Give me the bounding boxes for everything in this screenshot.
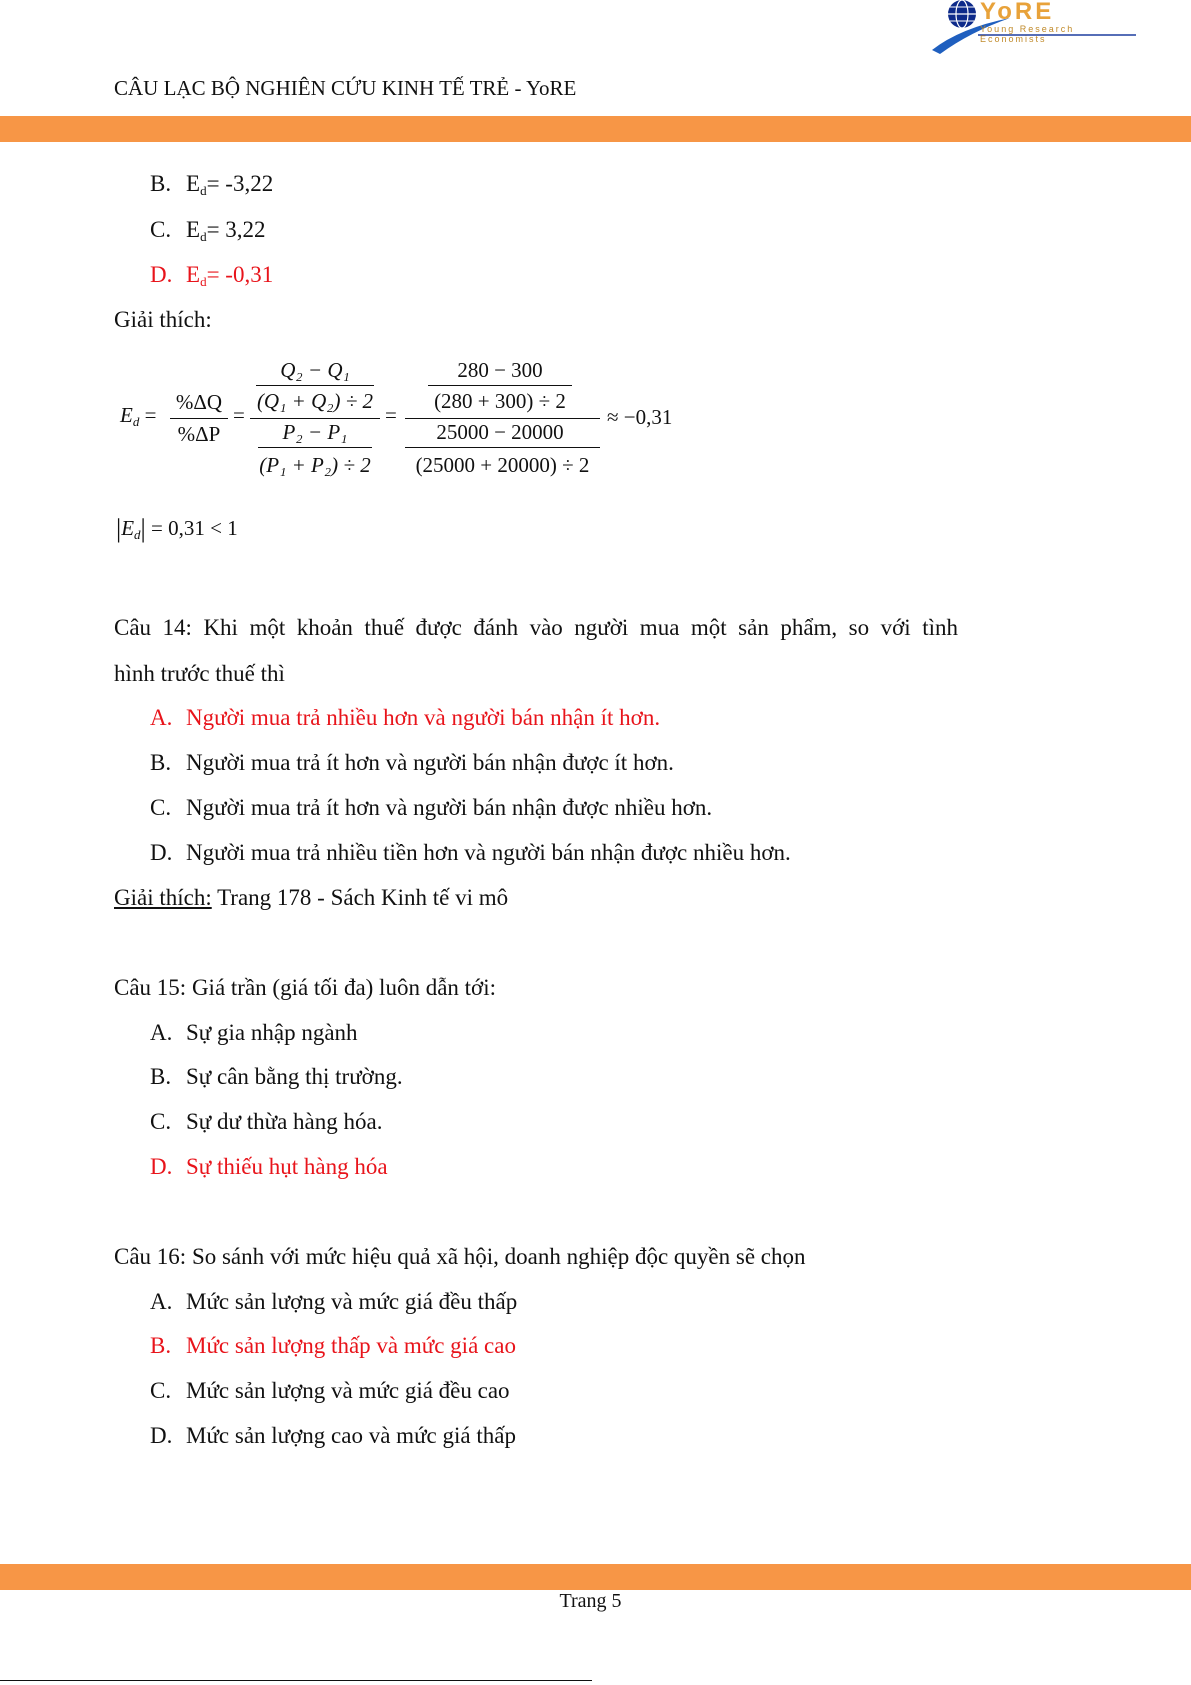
q14-stem-line1: Câu 14: Khi một khoản thuế được đánh vào người mua một sản phẩm, so với tình — [114, 615, 958, 640]
q16-stem: Câu 16: So sánh với mức hiệu quả xã hội, doanh nghiệp độc quyền sẽ chọn — [114, 1244, 806, 1269]
formula-value-q-den: (280 + 300) ÷ 2 — [434, 389, 566, 413]
q16-option-a: A. Mức sản lượng và mức giá đều thấp — [150, 1289, 518, 1314]
q13-option-c: C. $E_d= 3,22$ — [150, 217, 266, 244]
formula-ratio-num: %ΔQ — [175, 390, 223, 414]
formula-p-num: P₂ − P₁ — [282, 420, 348, 444]
page-number: Trang 5 — [559, 1590, 622, 1612]
q15-option-b: B. Sự cân bằng thị trường. — [150, 1064, 403, 1089]
formula-result: ≈ −0,31 — [607, 405, 673, 429]
logo-brand: YoRE — [980, 0, 1055, 25]
q14-option-b: B. Người mua trả ít hơn và người bán nhận được ít hơn. — [150, 750, 674, 775]
formula-q-num: Q₂ − Q₁ — [280, 358, 350, 382]
q15-option-d-correct: D. Sự thiếu hụt hàng hóa — [150, 1154, 388, 1179]
footer-accent-bar — [0, 1564, 1191, 1590]
q16-option-d: D. Mức sản lượng cao và mức giá thấp — [150, 1423, 516, 1448]
formula-p-den: (P₁ + P₂) ÷ 2 — [259, 453, 371, 477]
elasticity-formula: $E_d$ = %ΔQ %ΔP = Q₂ − Q₁ (Q₁ + Q₂) ÷ 2 P₂ − P₁ (P₁ + P₂) ÷ 2 = 280 − 300 (280 + 300) ÷ 2 25000 − 20000 (25000 + 20000) ÷ 2 ≈ −0,31 $|E_d| = 0,31 < 1$ — [116, 358, 673, 543]
formula-value-main-bar — [405, 418, 600, 419]
q13-explanation-label: Giải thích: — [114, 307, 212, 332]
yore-logo — [930, 0, 1140, 56]
formula-ratio-den: %ΔP — [177, 422, 221, 446]
header-accent-bar — [0, 116, 1191, 142]
footnote-divider — [0, 1680, 592, 1681]
logo-tagline: Young Research Economists — [980, 24, 1075, 44]
formula-value-p-num: 25000 − 20000 — [436, 420, 564, 444]
formula-q-den: (Q₁ + Q₂) ÷ 2 — [256, 389, 374, 413]
formula-abs-line: $|E_d| = 0,31 < 1$ — [116, 514, 238, 543]
q13-option-d-correct: D. $E_d= -0,31$ — [150, 262, 274, 289]
q16-option-c: C. Mức sản lượng và mức giá đều cao — [150, 1378, 510, 1403]
formula-main-bar — [250, 418, 380, 419]
club-name-header: CÂU LẠC BỘ NGHIÊN CỨU KINH TẾ TRẺ - YoRE — [114, 76, 577, 100]
q14-option-a-correct: A. Người mua trả nhiều hơn và người bán nhận ít hơn. — [150, 705, 661, 730]
q16-option-b-correct: B. Mức sản lượng thấp và mức giá cao — [150, 1333, 516, 1358]
formula-lhs: $E_d$ = — [120, 403, 157, 429]
q15-stem: Câu 15: Giá trần (giá tối đa) luôn dẫn tới: — [114, 975, 496, 1000]
q13-option-b: B. $E_d= -3,22$ — [150, 171, 274, 198]
q14-explanation: Giải thích: Trang 178 - Sách Kinh tế vi mô — [114, 885, 509, 910]
q14-option-c: C. Người mua trả ít hơn và người bán nhận được nhiều hơn. — [150, 795, 713, 820]
formula-value-q-num: 280 − 300 — [457, 358, 543, 382]
formula-value-p-den: (25000 + 20000) ÷ 2 — [415, 453, 590, 477]
q15-option-a: A. Sự gia nhập ngành — [150, 1020, 358, 1045]
q15-option-c: C. Sự dư thừa hàng hóa. — [150, 1109, 383, 1134]
q14-option-d: D. Người mua trả nhiều tiền hơn và người bán nhận được nhiều hơn. — [150, 840, 791, 865]
q14-stem-line2: hình trước thuế thì — [114, 661, 285, 686]
